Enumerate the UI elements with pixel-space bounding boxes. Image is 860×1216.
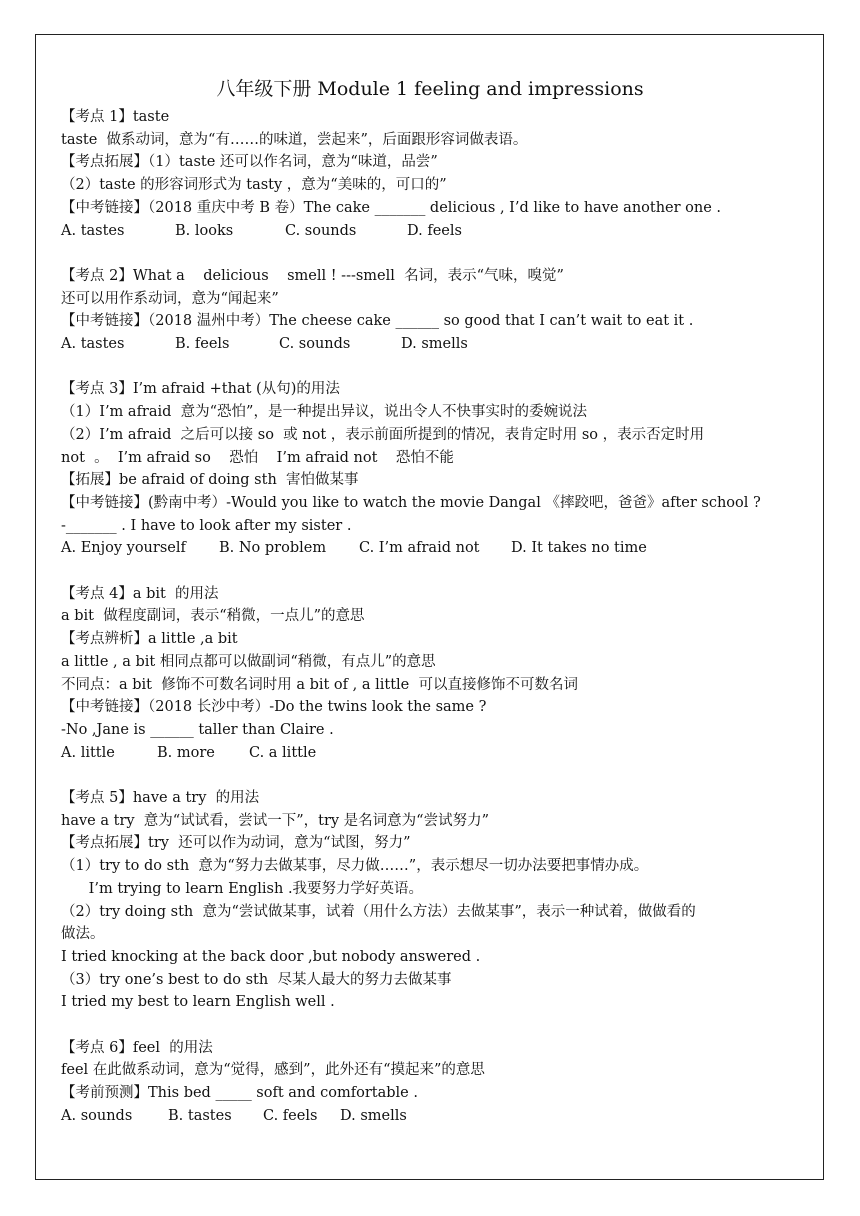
section-1-line: taste 做系动词，意为“有……的味道，尝起来”，后面跟形容词做表语。 [61, 131, 528, 148]
document-body [61, 106, 803, 1128]
option-c: C. I’m afraid not [359, 540, 480, 557]
section-3-line: （2）I’m afraid 之后可以接 so 或 not ，表示前面所提到的情况，表肯定时用 so ，表示否定时用 [61, 426, 705, 443]
section-4-line: 不同点：a bit 修饰不可数名词时用 a bit of , a little 可以直接修饰不可数名词 [61, 676, 578, 693]
section-4-line: 【考点辨析】a little ,a bit [61, 631, 238, 648]
section-3-options [61, 537, 803, 560]
section-5-example: I’m trying to learn English .我要努力学好英语。 [61, 880, 424, 897]
section-5-example: I tried knocking at the back door ,but nobody answered . [61, 948, 481, 965]
section-4-options [61, 742, 803, 765]
option-a: A. little [61, 744, 115, 761]
section-5-example: I tried my best to learn English well . [61, 994, 335, 1011]
option-b: B. feels [175, 336, 230, 353]
section-4-exam-link: 【中考链接】（2018 长沙中考）-Do the twins look the same ? [61, 699, 487, 716]
option-d: D. smells [340, 1107, 407, 1124]
option-d: D. feels [407, 222, 462, 239]
option-b: B. No problem [219, 540, 327, 557]
section-5-line: 做法。 [61, 926, 105, 943]
section-4-line: -No ,Jane is ______ taller than Claire . [61, 721, 334, 738]
option-c: C. feels [263, 1107, 318, 1124]
option-b: B. looks [175, 222, 234, 239]
section-5-line: （3）try one’s best to do sth 尽某人最大的努力去做某事 [61, 971, 452, 988]
section-6-line: feel 在此做系动词，意为“觉得，感到”，此外还有“摸起来”的意思 [61, 1062, 485, 1079]
section-1-exam-link: 【中考链接】（2018 重庆中考 B 卷）The cake _______ delicious , I’d like to have another one . [61, 199, 722, 216]
option-d: D. smells [401, 336, 468, 353]
section-3-line: （1）I’m afraid 意为“恐怕”，是一种提出异议，说出令人不快事实时的委婉说法 [61, 404, 587, 421]
option-a: A. tastes [61, 336, 125, 353]
option-c: C. a little [249, 744, 317, 761]
section-2-line: 还可以用作系动词，意为“闻起来” [61, 290, 279, 307]
option-a: A. tastes [61, 222, 125, 239]
section-5-line: （2）try doing sth 意为“尝试做某事，试着（用什么方法）去做某事”，表示一种试着，做做看的 [61, 903, 696, 920]
section-2-heading: 【考点 2】What a delicious smell ! ---smell 名词，表示“气味，嗅觉” [61, 267, 564, 284]
section-5-line: have a try 意为“试试看，尝试一下”，try 是名词意为“尝试努力” [61, 812, 489, 829]
section-3-line: -_______ . I have to look after my sister . [61, 517, 352, 534]
section-1-heading: 【考点 1】taste [61, 109, 170, 125]
option-c: C. sounds [279, 336, 351, 353]
section-6-exam-prediction: 【考前预测】This bed _____ soft and comfortable . [61, 1085, 418, 1102]
option-a: A. sounds [61, 1107, 133, 1124]
section-1-line: （2）taste 的形容词形式为 tasty ，意为“美味的，可口的” [61, 177, 447, 194]
section-4-line: a bit 做程度副词，表示“稍微，一点儿”的意思 [61, 608, 365, 625]
option-a: A. Enjoy yourself [61, 540, 186, 557]
section-1-line: 【考点拓展】（1）taste 还可以作名词，意为“味道，品尝” [61, 154, 438, 171]
section-1-options [61, 220, 803, 243]
section-3-line: 【拓展】be afraid of doing sth 害怕做某事 [61, 472, 359, 489]
section-6-options [61, 1105, 803, 1128]
option-b: B. more [157, 744, 215, 761]
section-3-line: not 。 I’m afraid so 恐怕 I’m afraid not 恐怕不能 [61, 449, 454, 466]
section-2-exam-link: 【中考链接】（2018 温州中考）The cheese cake ______ so good that I can’t wait to eat it . [61, 313, 694, 330]
section-6-heading: 【考点 6】feel 的用法 [61, 1039, 213, 1056]
section-5-heading: 【考点 5】have a try 的用法 [61, 790, 260, 807]
section-3-exam-link: 【中考链接】(黔南中考）-Would you like to watch the movie Dangal 《摔跤吧，爸爸》after school ? [61, 494, 761, 511]
section-4-line: a little , a bit 相同点都可以做副词“稍微，有点儿”的意思 [61, 653, 436, 670]
option-c: C. sounds [285, 222, 357, 239]
section-3-heading: 【考点 3】I’m afraid +that (从句)的用法 [61, 381, 340, 398]
option-b: B. tastes [168, 1107, 232, 1124]
section-5-line: （1）try to do sth 意为“努力去做某事，尽力做……”，表示想尽一切办法要把事情办成。 [61, 858, 649, 875]
option-d: D. It takes no time [511, 540, 647, 557]
page-title: 八年级下册 Module 1 feeling and impressions [216, 78, 644, 100]
section-2-options [61, 333, 803, 356]
section-5-line: 【考点拓展】try 还可以作为动词，意为“试图，努力” [61, 835, 411, 852]
section-4-heading: 【考点 4】a bit 的用法 [61, 585, 219, 602]
